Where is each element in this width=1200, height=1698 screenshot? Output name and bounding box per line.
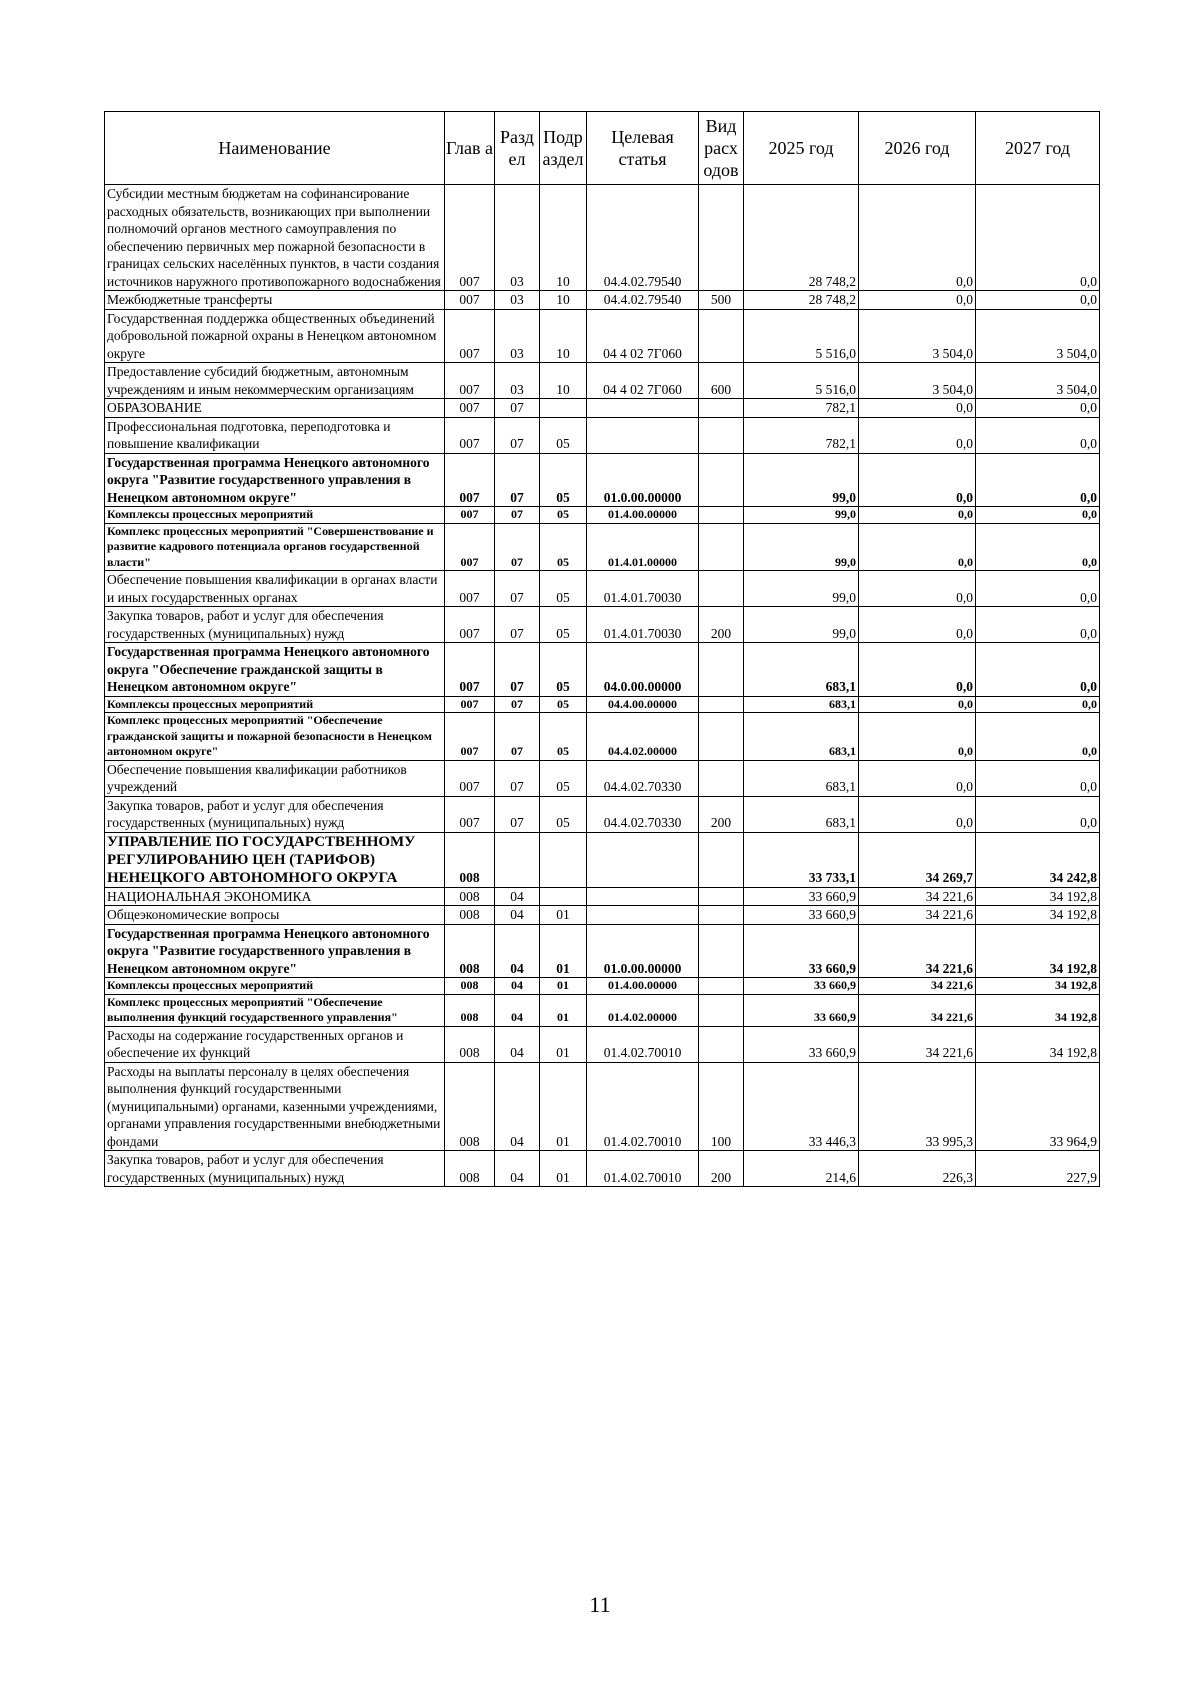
cell-glava: 007	[445, 453, 495, 507]
cell-2026: 0,0	[859, 523, 976, 571]
cell-podrazdel: 01	[540, 1151, 587, 1187]
table-row	[105, 760, 1100, 796]
cell-name: Государственная программа Ненецкого автономного округа "Развитие государственного управления в Ненецком автономном округе"	[105, 924, 445, 978]
table-row	[105, 1062, 1100, 1151]
cell-razdel: 07	[495, 453, 540, 507]
cell-article: 01.4.01.70030	[587, 607, 699, 643]
cell-2026: 34 221,6	[859, 906, 976, 925]
cell-name: Расходы на содержание государственных органов и обеспечение их функций	[105, 1026, 445, 1062]
header-glava: Глав а	[445, 112, 495, 185]
cell-razdel	[495, 832, 540, 887]
cell-glava: 007	[445, 399, 495, 418]
cell-article: 04.4.02.79540	[587, 291, 699, 310]
cell-name: Государственная программа Ненецкого автономного округа "Развитие государственного управления в Ненецком автономном округе"	[105, 453, 445, 507]
cell-2027: 34 192,8	[976, 887, 1100, 906]
cell-name: Закупка товаров, работ и услуг для обеспечения государственных (муниципальных) нужд	[105, 607, 445, 643]
cell-name: Расходы на выплаты персоналу в целях обеспечения выполнения функций государственными (муниципальными) органами, казенными учреждениями, органами управления государственными внебюджетными фондами	[105, 1062, 445, 1151]
cell-vid: 200	[699, 607, 744, 643]
cell-article	[587, 399, 699, 418]
cell-name: НАЦИОНАЛЬНАЯ ЭКОНОМИКА	[105, 887, 445, 906]
cell-article: 01.4.02.70010	[587, 1062, 699, 1151]
cell-article: 01.4.02.70010	[587, 1151, 699, 1187]
cell-razdel: 07	[495, 643, 540, 697]
cell-glava: 008	[445, 1026, 495, 1062]
cell-vid	[699, 760, 744, 796]
cell-glava: 008	[445, 1151, 495, 1187]
cell-name: Субсидии местным бюджетам на софинансирование расходных обязательств, возникающих при выполнении полномочий органов местного самоуправления по обеспечению первичных мер пожарной безопасности в границах сельских населённых пунктов, в части создания источников наружного противопожарного водоснабжения	[105, 185, 445, 291]
cell-2027: 34 192,8	[976, 924, 1100, 978]
cell-razdel: 07	[495, 607, 540, 643]
cell-2025: 33 660,9	[744, 924, 859, 978]
cell-2025: 683,1	[744, 643, 859, 697]
table-row	[105, 924, 1100, 978]
cell-2025: 99,0	[744, 571, 859, 607]
cell-2025: 33 446,3	[744, 1062, 859, 1151]
cell-2026: 0,0	[859, 713, 976, 761]
cell-razdel: 07	[495, 571, 540, 607]
cell-vid	[699, 643, 744, 697]
cell-glava: 008	[445, 924, 495, 978]
cell-article: 04 4 02 7Г060	[587, 309, 699, 363]
cell-podrazdel: 10	[540, 309, 587, 363]
cell-vid	[699, 696, 744, 713]
cell-2026: 0,0	[859, 417, 976, 453]
cell-glava: 007	[445, 571, 495, 607]
cell-2026: 3 504,0	[859, 309, 976, 363]
cell-article: 01.4.00.00000	[587, 507, 699, 524]
cell-name: Комплексы процессных мероприятий	[105, 978, 445, 995]
cell-2025: 33 660,9	[744, 887, 859, 906]
cell-glava: 007	[445, 760, 495, 796]
table-row	[105, 417, 1100, 453]
cell-vid	[699, 906, 744, 925]
cell-glava: 007	[445, 643, 495, 697]
cell-name: Обеспечение повышения квалификации в органах власти и иных государственных органах	[105, 571, 445, 607]
cell-razdel: 04	[495, 978, 540, 995]
table-row	[105, 887, 1100, 906]
cell-razdel: 03	[495, 291, 540, 310]
cell-name: Комплексы процессных мероприятий	[105, 507, 445, 524]
cell-podrazdel: 05	[540, 523, 587, 571]
cell-2027: 0,0	[976, 571, 1100, 607]
cell-article: 04.4.02.70330	[587, 760, 699, 796]
cell-article: 01.4.00.00000	[587, 978, 699, 995]
cell-glava: 007	[445, 363, 495, 399]
cell-vid	[699, 887, 744, 906]
cell-podrazdel: 05	[540, 696, 587, 713]
cell-podrazdel: 05	[540, 453, 587, 507]
cell-2025: 99,0	[744, 523, 859, 571]
cell-2025: 683,1	[744, 760, 859, 796]
cell-2025: 28 748,2	[744, 291, 859, 310]
cell-2027: 227,9	[976, 1151, 1100, 1187]
cell-vid	[699, 399, 744, 418]
cell-razdel: 04	[495, 924, 540, 978]
cell-vid	[699, 924, 744, 978]
table-row	[105, 713, 1100, 761]
cell-podrazdel: 10	[540, 291, 587, 310]
cell-2027: 0,0	[976, 507, 1100, 524]
cell-article	[587, 832, 699, 887]
cell-name: Предоставление субсидий бюджетным, автономным учреждениям и иным некоммерческим организациям	[105, 363, 445, 399]
table-body	[105, 185, 1100, 1187]
cell-razdel: 04	[495, 1062, 540, 1151]
table-row	[105, 507, 1100, 524]
cell-glava: 008	[445, 978, 495, 995]
table-row	[105, 523, 1100, 571]
cell-article: 01.0.00.00000	[587, 453, 699, 507]
cell-razdel: 07	[495, 417, 540, 453]
table-row	[105, 309, 1100, 363]
cell-article	[587, 906, 699, 925]
cell-article: 01.4.02.70010	[587, 1026, 699, 1062]
cell-2027: 0,0	[976, 696, 1100, 713]
cell-2027: 0,0	[976, 399, 1100, 418]
cell-glava: 008	[445, 1062, 495, 1151]
cell-2025: 33 733,1	[744, 832, 859, 887]
cell-2027: 0,0	[976, 417, 1100, 453]
cell-podrazdel: 01	[540, 906, 587, 925]
table-row	[105, 185, 1100, 291]
cell-2026: 0,0	[859, 185, 976, 291]
cell-2025: 5 516,0	[744, 363, 859, 399]
cell-razdel: 03	[495, 309, 540, 363]
table-row	[105, 453, 1100, 507]
cell-2027: 0,0	[976, 643, 1100, 697]
header-vid: Вид расх одов	[699, 112, 744, 185]
cell-2026: 0,0	[859, 399, 976, 418]
cell-razdel: 03	[495, 185, 540, 291]
cell-podrazdel: 05	[540, 607, 587, 643]
cell-vid	[699, 309, 744, 363]
cell-2027: 34 192,8	[976, 978, 1100, 995]
cell-name: Межбюджетные трансферты	[105, 291, 445, 310]
cell-name: Обеспечение повышения квалификации работников учреждений	[105, 760, 445, 796]
cell-article: 04 4 02 7Г060	[587, 363, 699, 399]
cell-article: 01.4.01.70030	[587, 571, 699, 607]
cell-razdel: 07	[495, 696, 540, 713]
page-number: 11	[589, 1592, 611, 1617]
table-row	[105, 696, 1100, 713]
table-row	[105, 643, 1100, 697]
cell-podrazdel: 05	[540, 417, 587, 453]
cell-article: 04.0.00.00000	[587, 643, 699, 697]
cell-article	[587, 887, 699, 906]
cell-name: УПРАВЛЕНИЕ ПО ГОСУДАРСТВЕННОМУ РЕГУЛИРОВАНИЮ ЦЕН (ТАРИФОВ) НЕНЕЦКОГО АВТОНОМНОГО ОКРУГА	[105, 832, 445, 887]
cell-glava: 007	[445, 291, 495, 310]
cell-razdel: 04	[495, 994, 540, 1026]
cell-glava: 007	[445, 607, 495, 643]
cell-glava: 007	[445, 696, 495, 713]
cell-2025: 683,1	[744, 696, 859, 713]
cell-vid	[699, 994, 744, 1026]
cell-2026: 0,0	[859, 507, 976, 524]
header-razdel: Разд ел	[495, 112, 540, 185]
cell-podrazdel	[540, 832, 587, 887]
cell-vid	[699, 453, 744, 507]
cell-podrazdel: 05	[540, 571, 587, 607]
header-podrazdel: Подр аздел	[540, 112, 587, 185]
table-row	[105, 1026, 1100, 1062]
cell-glava: 008	[445, 906, 495, 925]
header-2027: 2027 год	[976, 112, 1100, 185]
cell-2026: 33 995,3	[859, 1062, 976, 1151]
cell-2027: 34 192,8	[976, 906, 1100, 925]
cell-2025: 683,1	[744, 713, 859, 761]
cell-vid: 200	[699, 796, 744, 832]
cell-2027: 0,0	[976, 453, 1100, 507]
cell-podrazdel: 01	[540, 978, 587, 995]
cell-name: Государственная поддержка общественных объединений добровольной пожарной охраны в Ненецком автономном округе	[105, 309, 445, 363]
cell-vid: 600	[699, 363, 744, 399]
cell-2027: 3 504,0	[976, 309, 1100, 363]
cell-vid	[699, 523, 744, 571]
cell-razdel: 04	[495, 887, 540, 906]
cell-glava: 007	[445, 507, 495, 524]
cell-name: Закупка товаров, работ и услуг для обеспечения государственных (муниципальных) нужд	[105, 1151, 445, 1187]
cell-2025: 5 516,0	[744, 309, 859, 363]
table-row	[105, 571, 1100, 607]
cell-name: Комплекс процессных мероприятий "Совершенствование и развитие кадрового потенциала органов государственной власти"	[105, 523, 445, 571]
cell-2026: 3 504,0	[859, 363, 976, 399]
cell-2027: 34 242,8	[976, 832, 1100, 887]
cell-vid	[699, 832, 744, 887]
table-row	[105, 291, 1100, 310]
cell-glava: 008	[445, 832, 495, 887]
cell-razdel: 04	[495, 1151, 540, 1187]
cell-vid	[699, 185, 744, 291]
header-2025: 2025 год	[744, 112, 859, 185]
cell-article: 01.0.00.00000	[587, 924, 699, 978]
cell-2027: 0,0	[976, 523, 1100, 571]
cell-2026: 226,3	[859, 1151, 976, 1187]
cell-2027: 0,0	[976, 291, 1100, 310]
cell-2026: 34 221,6	[859, 924, 976, 978]
cell-article: 04.4.02.79540	[587, 185, 699, 291]
cell-2027: 0,0	[976, 713, 1100, 761]
cell-podrazdel: 05	[540, 760, 587, 796]
cell-article	[587, 417, 699, 453]
cell-glava: 007	[445, 417, 495, 453]
cell-glava: 007	[445, 523, 495, 571]
cell-2026: 0,0	[859, 796, 976, 832]
cell-2025: 28 748,2	[744, 185, 859, 291]
cell-2027: 0,0	[976, 760, 1100, 796]
cell-article: 01.4.02.00000	[587, 994, 699, 1026]
cell-2025: 782,1	[744, 399, 859, 418]
cell-2027: 0,0	[976, 607, 1100, 643]
cell-2026: 0,0	[859, 291, 976, 310]
cell-article: 04.4.02.00000	[587, 713, 699, 761]
cell-2026: 0,0	[859, 643, 976, 697]
cell-2026: 0,0	[859, 571, 976, 607]
cell-2026: 0,0	[859, 760, 976, 796]
cell-podrazdel: 10	[540, 363, 587, 399]
cell-glava: 007	[445, 713, 495, 761]
cell-vid	[699, 417, 744, 453]
cell-podrazdel: 05	[540, 507, 587, 524]
cell-podrazdel: 05	[540, 643, 587, 697]
cell-vid	[699, 713, 744, 761]
cell-2025: 33 660,9	[744, 994, 859, 1026]
cell-glava: 007	[445, 185, 495, 291]
cell-name: Профессиональная подготовка, переподготовка и повышение квалификации	[105, 417, 445, 453]
cell-2025: 782,1	[744, 417, 859, 453]
cell-vid: 200	[699, 1151, 744, 1187]
cell-vid	[699, 571, 744, 607]
cell-podrazdel	[540, 399, 587, 418]
cell-podrazdel: 05	[540, 713, 587, 761]
cell-name: Комплекс процессных мероприятий "Обеспечение гражданской защиты и пожарной безопасности в Ненецком автономном округе"	[105, 713, 445, 761]
cell-2026: 34 221,6	[859, 887, 976, 906]
table-row	[105, 978, 1100, 995]
cell-2025: 99,0	[744, 507, 859, 524]
cell-name: Общеэкономические вопросы	[105, 906, 445, 925]
cell-podrazdel	[540, 887, 587, 906]
cell-2027: 33 964,9	[976, 1062, 1100, 1151]
budget-table	[104, 111, 1100, 1187]
cell-vid	[699, 978, 744, 995]
cell-2026: 34 221,6	[859, 994, 976, 1026]
cell-article: 04.4.00.00000	[587, 696, 699, 713]
cell-2026: 34 269,7	[859, 832, 976, 887]
cell-razdel: 07	[495, 760, 540, 796]
cell-2025: 683,1	[744, 796, 859, 832]
cell-2025: 33 660,9	[744, 1026, 859, 1062]
cell-vid	[699, 507, 744, 524]
cell-2025: 99,0	[744, 607, 859, 643]
table-header-row	[105, 112, 1100, 185]
cell-razdel: 04	[495, 906, 540, 925]
cell-2025: 33 660,9	[744, 906, 859, 925]
cell-vid: 100	[699, 1062, 744, 1151]
table-row	[105, 363, 1100, 399]
cell-2027: 0,0	[976, 185, 1100, 291]
cell-2027: 0,0	[976, 796, 1100, 832]
cell-2026: 0,0	[859, 453, 976, 507]
cell-article: 01.4.01.00000	[587, 523, 699, 571]
cell-2027: 34 192,8	[976, 994, 1100, 1026]
cell-vid	[699, 1026, 744, 1062]
cell-2027: 3 504,0	[976, 363, 1100, 399]
cell-glava: 007	[445, 309, 495, 363]
cell-podrazdel: 05	[540, 796, 587, 832]
table-row	[105, 796, 1100, 832]
cell-2025: 99,0	[744, 453, 859, 507]
cell-name: Комплекс процессных мероприятий "Обеспечение выполнения функций государственного управления"	[105, 994, 445, 1026]
cell-podrazdel: 01	[540, 994, 587, 1026]
table-row	[105, 832, 1100, 887]
cell-2025: 214,6	[744, 1151, 859, 1187]
cell-2026: 0,0	[859, 696, 976, 713]
cell-name: Государственная программа Ненецкого автономного округа "Обеспечение гражданской защиты в Ненецком автономном округе"	[105, 643, 445, 697]
cell-2025: 33 660,9	[744, 978, 859, 995]
cell-vid: 500	[699, 291, 744, 310]
cell-razdel: 07	[495, 399, 540, 418]
cell-name: ОБРАЗОВАНИЕ	[105, 399, 445, 418]
cell-podrazdel: 01	[540, 924, 587, 978]
cell-name: Закупка товаров, работ и услуг для обеспечения государственных (муниципальных) нужд	[105, 796, 445, 832]
cell-razdel: 04	[495, 1026, 540, 1062]
table-row	[105, 399, 1100, 418]
cell-razdel: 03	[495, 363, 540, 399]
cell-glava: 008	[445, 994, 495, 1026]
cell-glava: 007	[445, 796, 495, 832]
table-row	[105, 1151, 1100, 1187]
header-name: Наименование	[105, 112, 445, 185]
cell-glava: 008	[445, 887, 495, 906]
header-article: Целевая статья	[587, 112, 699, 185]
table-row	[105, 994, 1100, 1026]
cell-razdel: 07	[495, 796, 540, 832]
cell-razdel: 07	[495, 523, 540, 571]
cell-2026: 34 221,6	[859, 978, 976, 995]
cell-article: 04.4.02.70330	[587, 796, 699, 832]
cell-podrazdel: 01	[540, 1026, 587, 1062]
cell-podrazdel: 10	[540, 185, 587, 291]
cell-name: Комплексы процессных мероприятий	[105, 696, 445, 713]
table-row	[105, 607, 1100, 643]
cell-razdel: 07	[495, 713, 540, 761]
cell-razdel: 07	[495, 507, 540, 524]
cell-2027: 34 192,8	[976, 1026, 1100, 1062]
header-2026: 2026 год	[859, 112, 976, 185]
cell-2026: 0,0	[859, 607, 976, 643]
cell-podrazdel: 01	[540, 1062, 587, 1151]
cell-2026: 34 221,6	[859, 1026, 976, 1062]
table-row	[105, 906, 1100, 925]
